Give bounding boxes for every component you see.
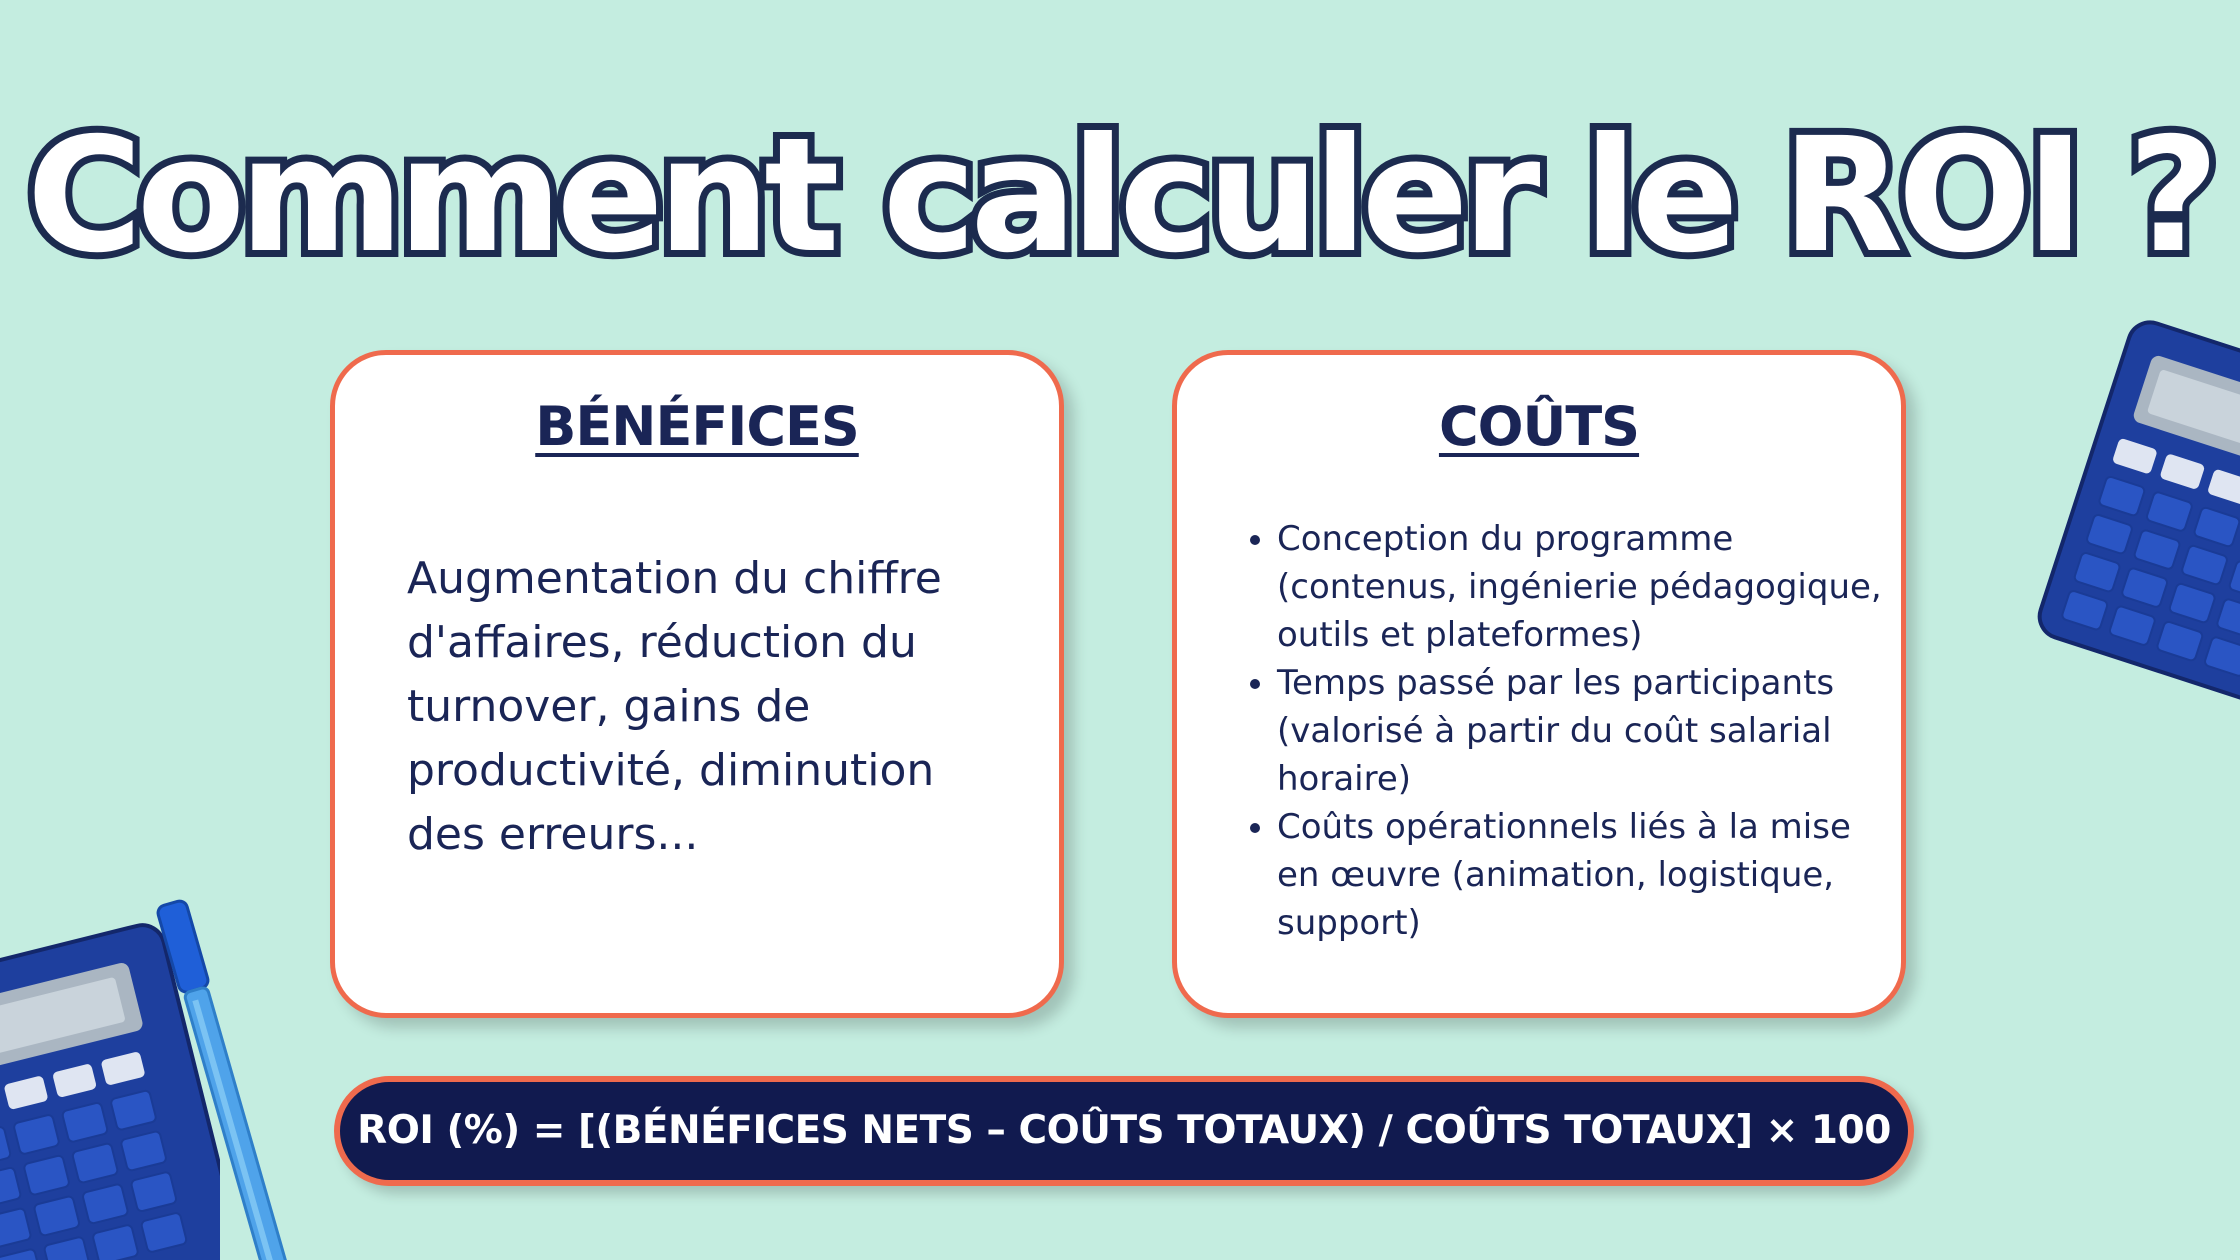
cost-item: • Coûts opérationnels liés à la mise en œuvre (animation, logistique, support) xyxy=(1277,803,1897,947)
benefits-card xyxy=(330,350,1064,1018)
cost-item: • Temps passé par les participants (valorisé à partir du coût salarial horaire) xyxy=(1277,659,1897,803)
cost-item: • Conception du programme (contenus, ingénierie pédagogique, outils et plateformes) xyxy=(1277,515,1897,659)
benefits-heading: BÉNÉFICES xyxy=(535,395,859,458)
roi-formula: ROI (%) = [(BÉNÉFICES NETS – COÛTS TOTAUX) / COÛTS TOTAUX] × 100 xyxy=(334,1076,1914,1186)
calculator-icon xyxy=(2010,320,2240,710)
page-title: Comment calculer le ROI ? xyxy=(26,104,2214,288)
costs-list xyxy=(1249,515,1897,947)
pen-icon xyxy=(150,885,300,1260)
costs-card xyxy=(1172,350,1906,1018)
costs-heading: COÛTS xyxy=(1438,395,1640,458)
benefits-text: Augmentation du chiffre d'affaires, réduction du turnover, gains de productivité, diminution des erreurs... xyxy=(407,553,942,860)
